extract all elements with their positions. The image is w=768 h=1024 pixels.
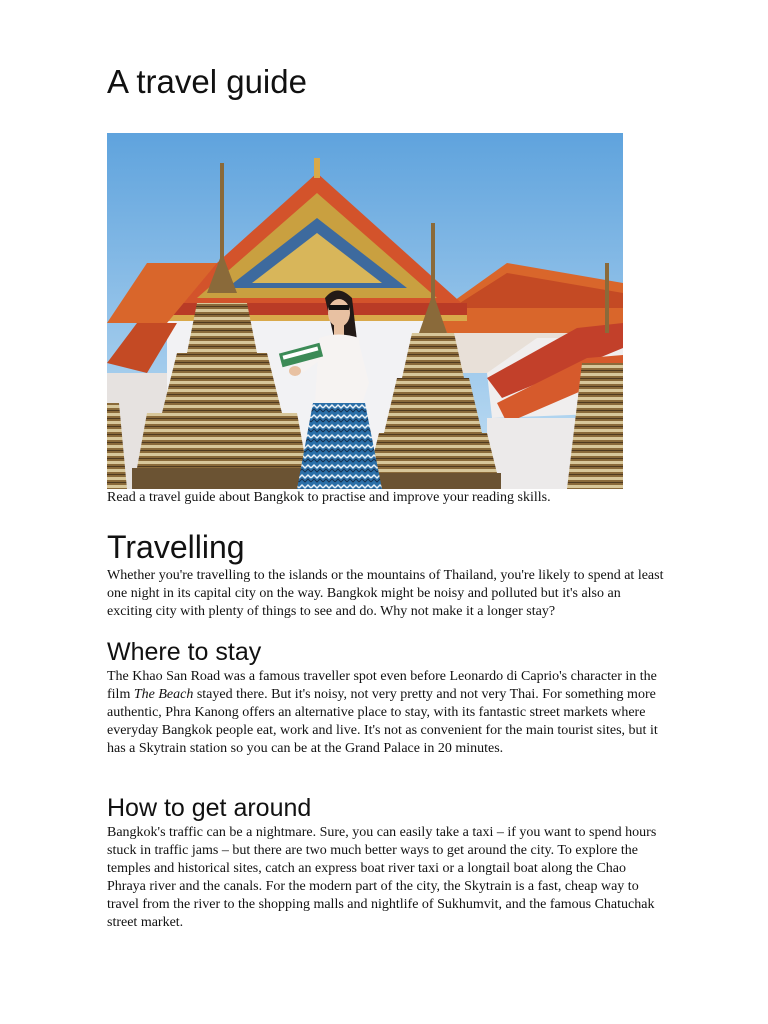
document-title: A travel guide <box>107 63 307 100</box>
image-caption: Read a travel guide about Bangkok to practise and improve your reading skills. <box>107 490 551 505</box>
travelling-heading: Travelling <box>107 529 245 565</box>
where-to-stay-text-2: stayed there. But it's noisy, not very pretty and not very Thai. For something more authentic, Phra Kanong offers an alternative place to stay, with its fantastic street markets where everyday Bangkok people eat, work and live. It's not as convenient for the main tourist sites, but it has a Skytrain station so you can be at the Grand Palace in 20 minutes. <box>107 687 658 756</box>
how-to-get-around-heading: How to get around <box>107 794 312 822</box>
where-to-stay-paragraph <box>107 668 667 758</box>
how-to-get-around-paragraph: Bangkok's traffic can be a nightmare. Sure, you can easily take a taxi – if you want to spend hours stuck in traffic jams – but there are two much better ways to get around the city. To explore the temples and historical sites, catch an express boat river taxi or a longtail boat along the Chao Phraya river and the canals. For the modern part of the city, the Skytrain is a fast, cheap way to travel from the river to the shopping malls and nightlife of Sukhumvit, and the famous Chatuchak street market. <box>107 825 657 930</box>
film-title: The Beach <box>133 687 194 702</box>
temple-illustration <box>107 133 623 489</box>
where-to-stay-text-1: The Khao San Road was a famous traveller spot even before Leonardo di Caprio's character in the film <box>107 669 657 702</box>
where-to-stay-heading: Where to stay <box>107 638 262 666</box>
travel-photo <box>107 133 623 489</box>
travelling-paragraph: Whether you're travelling to the islands or the mountains of Thailand, you're likely to spend at least one night in its capital city on the way. Bangkok might be noisy and polluted but it's also an exciting city with plenty of things to see and do. Why not make it a longer stay? <box>107 568 664 619</box>
